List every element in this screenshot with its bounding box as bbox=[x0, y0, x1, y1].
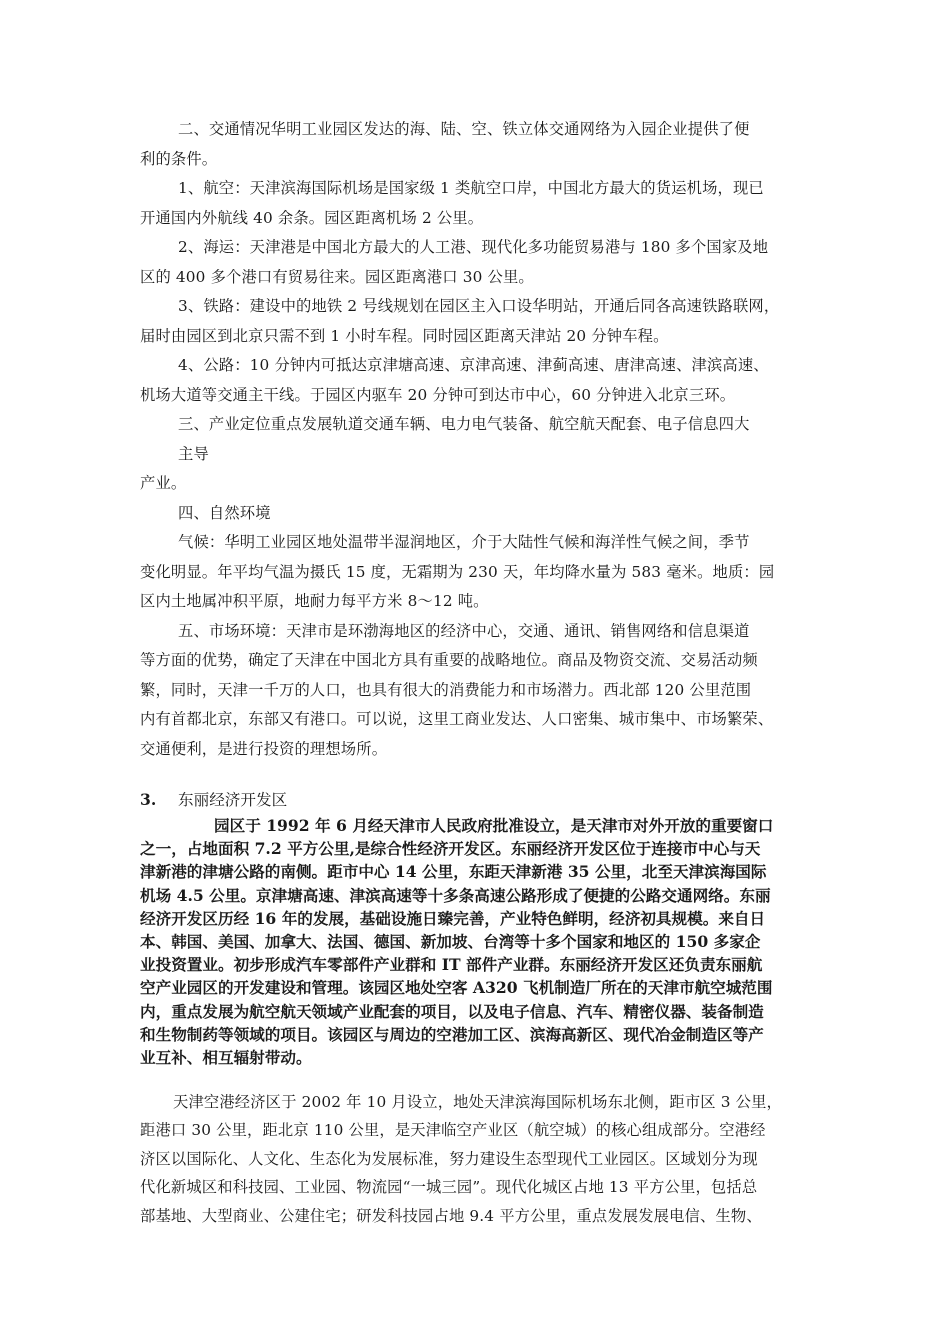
paragraph-line: 津新港的津塘公路的南侧。距市中心 14 公里，东距天津新港 35 公里，北至天津滨海国际 bbox=[140, 862, 767, 882]
paragraph-line: 三、产业定位重点发展轨道交通车辆、电力电气装备、航空航天配套、电子信息四大 bbox=[178, 415, 750, 433]
paragraph-line: 业投资置业。初步形成汽车零部件产业群和 IT 部件产业群。东丽经济开发区还负责东丽航 bbox=[140, 955, 763, 975]
paragraph-line: 五、市场环境：天津市是环渤海地区的经济中心，交通、通讯、销售网络和信息渠道 bbox=[178, 621, 750, 640]
paragraph-line: 园区于 1992 年 6 月经天津市人民政府批准设立，是天津市对外开放的重要窗口 bbox=[214, 816, 774, 835]
paragraph-line: 产业。 bbox=[140, 474, 187, 492]
dongli-paragraph bbox=[140, 814, 830, 1069]
paragraph-line: 气候：华明工业园区地处温带半湿润地区，介于大陆性气候和海洋性气候之间，季节 bbox=[178, 533, 750, 551]
paragraph-line: 之一，占地面积 7.2 平方公里,是综合性经济开发区。东丽经济开发区位于连接市中心与天 bbox=[140, 839, 761, 859]
paragraph-line: 区的 400 多个港口有贸易往来。园区距离港口 30 公里。 bbox=[140, 267, 534, 286]
paragraph-line: 内，重点发展为航空航天领域产业配套的项目，以及电子信息、汽车、精密仪器、装备制造 bbox=[140, 1001, 764, 1021]
paragraph-line: 经济开发区历经 16 年的发展，基础设施日臻完善，产业特色鲜明，经济初具规模。来自日 bbox=[140, 908, 766, 928]
paragraph-line: 利的条件。 bbox=[140, 149, 218, 168]
paragraph-line: 本、韩国、美国、加拿大、法国、德国、新加坡、台湾等十多个国家和地区的 150 多家企 bbox=[140, 932, 761, 952]
section-heading bbox=[140, 788, 287, 812]
paragraph-line: 4、公路：10 分钟内可抵达京津塘高速、京津高速、津蓟高速、唐津高速、津滨高速、 bbox=[178, 356, 769, 374]
paragraph-line: 开通国内外航线 40 余条。园区距离机场 2 公里。 bbox=[140, 208, 484, 227]
paragraph-line: 等方面的优势，确定了天津在中国北方具有重要的战略地位。商品及物资交流、交易活动频 bbox=[140, 651, 758, 669]
paragraph-line: 济区以国际化、人文化、生态化为发展标准，努力建设生态型现代工业园区。区域划分为现 bbox=[140, 1149, 758, 1168]
paragraph-line: 部基地、大型商业、公建住宅；研发科技园占地 9.4 平方公里，重点发展发展电信、生物、 bbox=[140, 1206, 762, 1225]
paragraph-line: 2、海运：天津港是中国北方最大的人工港、现代化多功能贸易港与 180 多个国家及地 bbox=[178, 238, 769, 256]
paragraph-line: 和生物制药等领域的项目。该园区与周边的空港加工区、滨海高新区、现代冶金制造区等产 bbox=[140, 1024, 764, 1044]
paragraph-line: 内有首都北京，东部又有港口。可以说，这里工商业发达、人口密集、城市集中、市场繁荣、 bbox=[140, 710, 774, 728]
paragraph-line: 交通便利，是进行投资的理想场所。 bbox=[140, 739, 388, 758]
paragraph-line: 二、交通情况华明工业园区发达的海、陆、空、铁立体交通网络为入园企业提供了便 bbox=[178, 120, 750, 138]
paragraph-line: 代化新城区和科技园、工业园、物流园“一城三园”。现代化城区占地 13 平方公里，包括总 bbox=[140, 1178, 758, 1197]
paragraph-line: 主导 bbox=[178, 444, 209, 463]
section-title: 东丽经济开发区 bbox=[178, 791, 288, 809]
paragraph-line: 业互补、相互辐射带动。 bbox=[140, 1048, 312, 1068]
section-number: 3. bbox=[140, 790, 157, 809]
paragraph-line: 四、自然环境 bbox=[178, 503, 271, 522]
paragraph-line: 距港口 30 公里，距北京 110 公里，是天津临空产业区（航空城）的核心组成部分。空港经 bbox=[140, 1121, 766, 1140]
airport-zone-paragraph bbox=[140, 1088, 830, 1230]
paragraph-line: 1、航空：天津滨海国际机场是国家级 1 类航空口岸，中国北方最大的货运机场，现已 bbox=[178, 179, 764, 197]
paragraph-line: 区内土地属冲积平原，地耐力每平方米 8～12 吨。 bbox=[140, 592, 489, 610]
paragraph-line: 空产业园区的开发建设和管理。该园区地处空客 A320 飞机制造厂所在的天津市航空城范围 bbox=[140, 978, 773, 998]
paragraph-line: 天津空港经济区于 2002 年 10 月设立，地处天津滨海国际机场东北侧，距市区 3 公里， bbox=[173, 1093, 782, 1111]
paragraph-line: 届时由园区到北京只需不到 1 小时车程。同时园区距离天津站 20 分钟车程。 bbox=[140, 326, 669, 345]
paragraph-line: 机场大道等交通主干线。于园区内驱车 20 分钟可到达市中心，60 分钟进入北京三环。 bbox=[140, 385, 736, 404]
paragraph-line: 繁，同时，天津一千万的人口，也具有很大的消费能力和市场潜力。西北部 120 公里范围 bbox=[140, 680, 752, 699]
paragraph-line: 机场 4.5 公里。京津塘高速、津滨高速等十多条高速公路形成了便捷的公路交通网络。东丽 bbox=[140, 885, 771, 905]
transport-section bbox=[140, 115, 830, 764]
paragraph-line: 3、铁路：建设中的地铁 2 号线规划在园区主入口设华明站，开通后同各高速铁路联网， bbox=[178, 297, 780, 315]
paragraph-line: 变化明显。年平均气温为摄氏 15 度，无霜期为 230 天，年均降水量为 583 毫米。地质：园 bbox=[140, 562, 775, 581]
